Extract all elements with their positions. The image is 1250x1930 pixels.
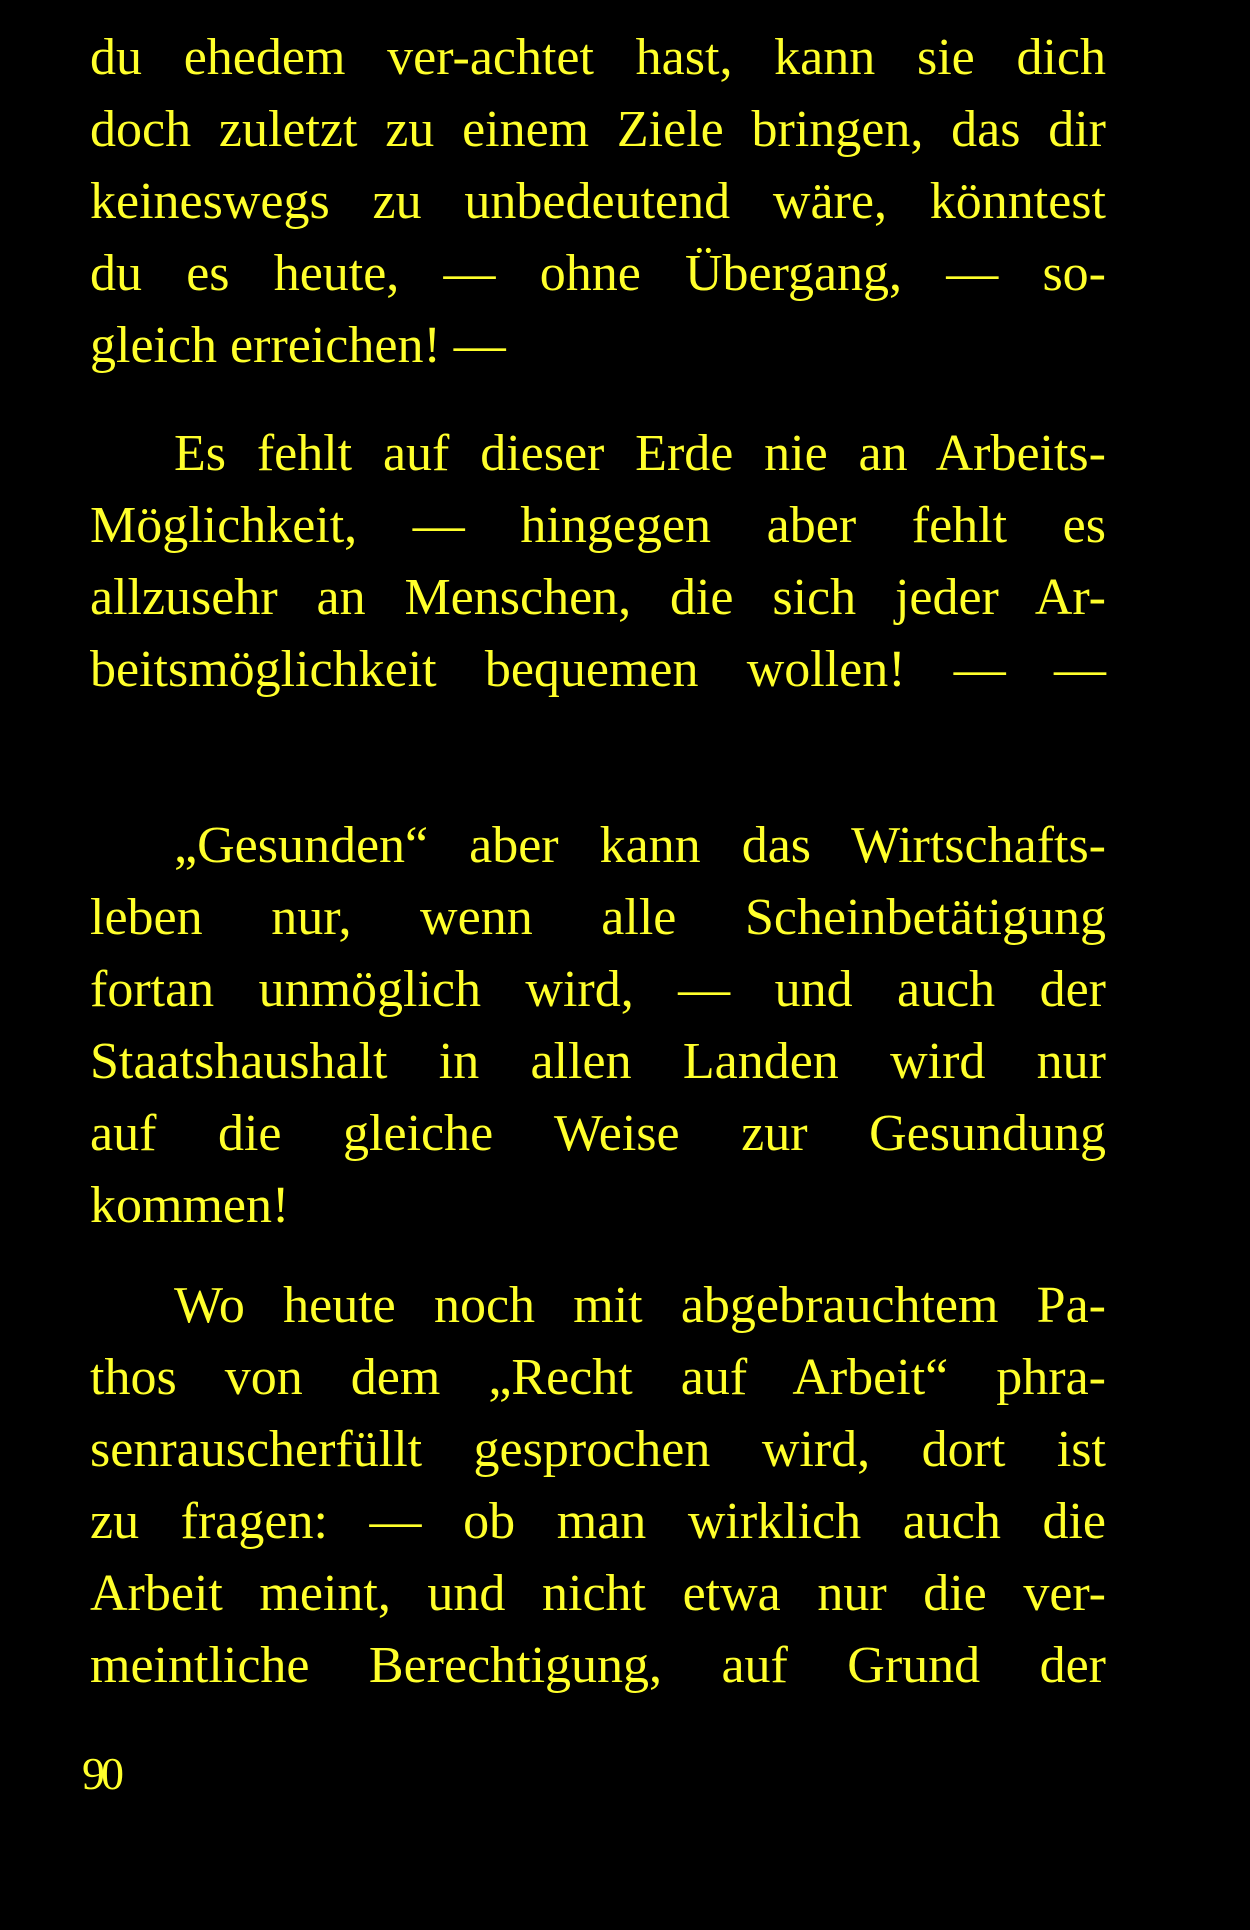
text-line: allzusehr an Menschen, die sich jeder Ar- xyxy=(90,569,1106,626)
text-line: kommen! xyxy=(90,1177,290,1234)
text-line: beitsmöglichkeit bequemen wollen! — — xyxy=(90,641,1106,698)
text-line: doch zuletzt zu einem Ziele bringen, das dir xyxy=(90,101,1106,158)
text-line: keineswegs zu unbedeutend wäre, könntest xyxy=(90,173,1106,230)
text-line: leben nur, wenn alle Scheinbetätigung xyxy=(90,889,1106,946)
text-line: Wo heute noch mit abgebrauchtem Pa- xyxy=(174,1277,1106,1334)
text-line: zu fragen: — ob man wirklich auch die xyxy=(90,1493,1106,1550)
text-line: du ehedem ver-achtet hast, kann sie dich xyxy=(90,29,1106,86)
text-line: du es heute, — ohne Übergang, — so- xyxy=(90,245,1106,302)
text-line: meintliche Berechtigung, auf Grund der xyxy=(90,1637,1106,1694)
text-line: senrauscherfüllt gesprochen wird, dort ist xyxy=(90,1421,1106,1478)
text-line: gleich erreichen! — xyxy=(90,317,506,374)
text-line: fortan unmöglich wird, — und auch der xyxy=(90,961,1106,1018)
text-line: Möglichkeit, — hingegen aber fehlt es xyxy=(90,497,1106,554)
page-number: 90 xyxy=(82,1748,120,1799)
text-line: Staatshaushalt in allen Landen wird nur xyxy=(90,1033,1106,1090)
text-line: thos von dem „Recht auf Arbeit“ phra- xyxy=(90,1349,1106,1406)
text-line: „Gesunden“ aber kann das Wirtschafts- xyxy=(174,817,1106,874)
text-line: Es fehlt auf dieser Erde nie an Arbeits- xyxy=(174,425,1106,482)
text-line: Arbeit meint, und nicht etwa nur die ver- xyxy=(90,1565,1106,1622)
text-line: auf die gleiche Weise zur Gesundung xyxy=(90,1105,1106,1162)
